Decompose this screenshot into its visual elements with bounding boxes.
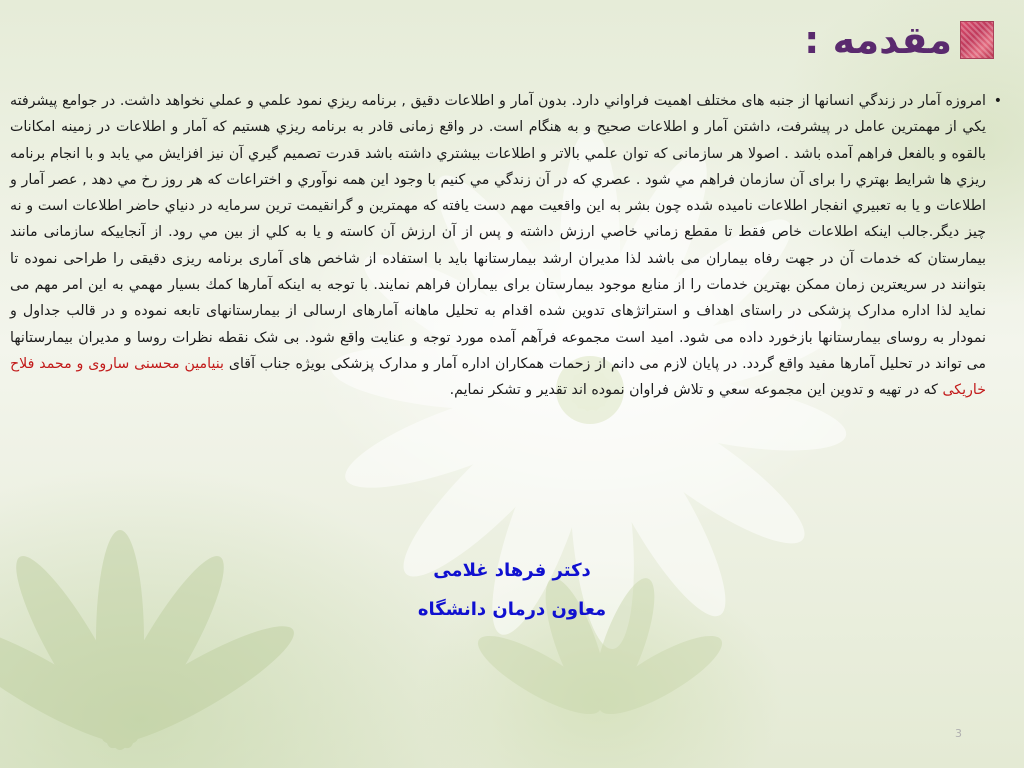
pink-square-icon [960, 21, 994, 59]
body-text-block [10, 88, 1002, 404]
bullet-icon: • [993, 93, 1002, 109]
highlighted-names: بنیامین محسنی ساروی و محمد فلاح خاریکی [10, 355, 986, 399]
signature-name: دکتر فرهاد غلامی [433, 560, 591, 581]
page-number: 3 [955, 727, 962, 740]
signature-title: معاون درمان دانشگاه [417, 599, 607, 620]
slide-title: مقدمه : [804, 18, 952, 62]
paragraph-text-end: که در تهیه و تدوین این مجموعه سعي و تلاش فراوان نموده اند تقدير و تشكر نمايم. [449, 382, 943, 399]
slide-title-group [804, 14, 994, 66]
paragraph-text-start: امروزه آمار در زندگي انسانها از جنبه های مختلف اهميت فراواني دارد. بدون آمار و اطلاعات دقيق , برنامه ريزي نمود علمي و عملي نخواهد داشت. در جوامع پيشرفته يكي از مهمترين عامل در پيشرفت، داشتن آمار و اطلاعات صحيح و به هنگام است. در واقع زمانی قادر به برنامه ريزي هستيم كه آمار و اطلاعات در زمينه امكانات بالقوه و بالفعل فراهم آمده باشد . اصولا هر سازمانی كه توان علمي بالاتر و اطلاعات بيشتري داشته باشد قدرت تصميم گيري آن نيز افزايش مي يابد و با انجام برنامه ريزي ها شرايط بهتري را برای آن سازمان فراهم مي شود . عصري كه در آن زندگي مي كنيم با وجود اين همه نوآوري و اختراعات كه هر روز رخ مي دهد , عصر آمار و اطلاعات و يا به تعبيري انفجار اطلاعات ناميده شده چون بشر به اين واقعيت مهم دست يافته كه مهمترين و گرانقيمت ترين سرمايه در دنياي حاضر اطلاعات است و نه چيز ديگر.جالب اينكه اطلاعات خاص فقط تا مقطع زماني خاصي ارزش داشته و پس از آن ارزش آن كاسته و يا به كلي از بين مي رود. از آنجاییکه سازمانی مانند بیمارستان که خدمات آن در جهت رفاه بیماران می باشد لذا مدیران ارشد بیمارستانها باید با استفاده از شاخص های آماری برنامه ریزی دقیقی را طراحی نموده تا بتوانند در سریعترین زمان ممکن بهترین خدمات را از منابع موجود بیمارستان برای بیماران فراهم نمایند. با توجه به اینکه آمارها كمك بسيار مهمي به اين امر مهم می نماید لذا اداره مدارک پزشکی در راستای اهداف و استراتژهای تدوین شده اقدام به تحلیل ماهانه آمارهای ارسالی از بیمارستانهای تابعه نموده و در قالب جداول و نمودار به روسای بیمارستانها بازخورد داده می شود. امید است مجموعه فرآهم آمده مورد توجه و عنایت واقع شود. بی شک نقطه نظرات روسا و مدیران بیمارستانها می تواند در تحلیل آمارها مفید واقع گردد. در پایان لازم می دانم از زحمات همکاران اداره آمار و مدارک پزشکی بویژه جناب آقای [10, 93, 987, 372]
bullet-item [10, 88, 1002, 404]
